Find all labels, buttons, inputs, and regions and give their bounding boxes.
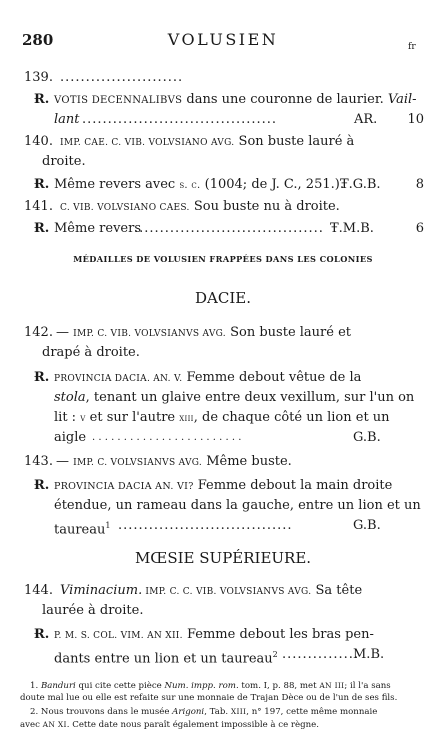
reverse-sc: v xyxy=(80,413,86,424)
running-title: VOLUSIEN xyxy=(167,30,279,49)
entry-141 xyxy=(0,197,446,217)
entry-142-reverse xyxy=(0,368,446,388)
price: 10 xyxy=(407,112,424,127)
obverse-legend: IMP. C. VIB. VOLVSIANVS AVG. xyxy=(73,329,226,339)
reverse-legend: VOTIS DECENNALIBVS xyxy=(54,95,183,106)
entry-number: 140. xyxy=(24,134,53,149)
reverse-text: Femme debout la main droite xyxy=(193,478,393,493)
obverse-text: Son buste lauré à xyxy=(234,134,355,149)
obverse-text-cont: drapé à droite. xyxy=(42,345,140,360)
reverse-symbol: Ɍ. xyxy=(34,92,50,107)
entry-142 xyxy=(0,323,446,343)
footnote-name: Arigoni xyxy=(172,707,205,717)
footnote-text: tom. I, p. 88, met xyxy=(238,681,320,691)
entry-140-cont xyxy=(0,152,446,172)
entry-139-reverse-cont xyxy=(0,110,446,130)
entry-139 xyxy=(0,68,446,88)
leader-dots: ...................................... xyxy=(82,112,278,127)
footnote-text: doute mal lue ou elle est refaite sur une monnaie de Trajan Dèce ou de l'un de ses fils. xyxy=(20,693,398,703)
reverse-text: Même revers avec xyxy=(54,177,180,192)
leader-dots: ............... xyxy=(282,647,359,662)
footnote-sc: XIII xyxy=(230,707,247,716)
reverse-text: et sur l'autre xyxy=(85,410,180,425)
reverse-text: aigle xyxy=(54,430,87,445)
entry-144-reverse-l2 xyxy=(0,645,446,665)
footnote-ref: 1 xyxy=(105,521,111,530)
reverse-legend: PROVINCIA DACIA. AN. V. xyxy=(54,374,183,384)
obverse-legend: C. VIB. VOLVSIANO CAES. xyxy=(60,203,190,213)
entry-number: 141. xyxy=(24,199,53,214)
reverse-italic: stola xyxy=(54,390,86,405)
footnote-text: ; il l'a sans xyxy=(344,681,391,691)
metal: Ŧ.G.B. xyxy=(340,177,381,192)
entry-143-reverse-l2 xyxy=(0,496,446,516)
footnote-sc: AN III xyxy=(319,681,345,690)
price: 8 xyxy=(415,177,424,192)
reverse-source-cont: lant xyxy=(54,112,80,127)
entry-139-reverse xyxy=(0,90,446,110)
entry-144-cont xyxy=(0,601,446,621)
leader-dots: ..................................... xyxy=(134,221,324,236)
entry-143 xyxy=(0,452,446,472)
obverse-text: Sa tête xyxy=(311,583,363,598)
corner-mark: fr xyxy=(408,42,416,52)
reverse-legend: PROVINCIA DACIA AN. VI? xyxy=(54,481,194,492)
reverse-ref: (1004; de J. C., 251.). xyxy=(200,177,344,192)
metal: G.B. xyxy=(353,430,381,445)
footnote-name: Banduri xyxy=(40,681,76,691)
leader-dots: . . . . . . . . . . . . . . . . . . . . . . . . xyxy=(92,432,242,443)
mint-place: Viminacium. xyxy=(60,583,143,598)
reverse-text: dans une couronne de laurier. xyxy=(182,92,388,107)
dash: — xyxy=(56,454,74,469)
entry-140 xyxy=(0,132,446,152)
footnote-number: 1. xyxy=(30,681,39,691)
footnote-text: . Cette date nous paraît également impossible à ce règne. xyxy=(66,720,319,730)
reverse-text: , de chaque côté un lion et un xyxy=(193,410,390,425)
footnote-text: qui cite cette pièce xyxy=(75,681,165,691)
entry-142-reverse-l3 xyxy=(0,408,446,428)
reverse-text: Femme debout vêtue de la xyxy=(182,370,362,385)
footnote-text: , n° 197, cette même monnaie xyxy=(246,707,378,717)
footnote-ref: 2 xyxy=(272,650,278,659)
entry-140-reverse xyxy=(0,175,446,195)
obverse-text: Même buste. xyxy=(202,454,292,469)
reverse-text: dants entre un lion et un taureau xyxy=(54,651,273,667)
reverse-symbol: Ɍ. xyxy=(34,177,50,192)
entry-141-reverse xyxy=(0,219,446,239)
leader-dots: ........................ xyxy=(60,70,184,85)
obverse-text: Son buste lauré et xyxy=(225,325,352,340)
metal: AR. xyxy=(354,112,378,127)
footnote-number: 2. xyxy=(30,707,39,717)
entry-144 xyxy=(0,581,446,601)
reverse-symbol: Ɍ. xyxy=(34,221,50,236)
footnote-text: , Tab. xyxy=(204,707,231,717)
leader-dots: .................................. xyxy=(118,518,293,533)
footnote-sc: AN XI xyxy=(42,720,67,729)
dash: — xyxy=(56,325,74,340)
section-heading: MÉDAILLES DE VOLUSIEN FRAPPÉES DANS LES COLONIES xyxy=(73,254,373,264)
obverse-text-cont: laurée à droite. xyxy=(42,603,144,618)
obverse-text: Sou buste nu à droite. xyxy=(189,199,340,214)
page-number: 280 xyxy=(22,31,54,49)
dacie-heading: DACIE. xyxy=(195,289,251,307)
entry-142-cont xyxy=(0,343,446,363)
reverse-source: Vail- xyxy=(387,92,417,107)
entry-number: 142. xyxy=(24,325,53,340)
reverse-symbol: Ɍ. xyxy=(34,478,50,493)
reverse-text: étendue, un rameau dans la gauche, entre un lion et un xyxy=(54,498,421,513)
metal: Ŧ.M.B. xyxy=(330,221,374,236)
entry-142-reverse-l2 xyxy=(0,388,446,408)
entry-number: 143. xyxy=(24,454,53,469)
reverse-text: Femme debout les bras pen- xyxy=(182,627,374,642)
price: 6 xyxy=(415,221,424,236)
obverse-text-cont: droite. xyxy=(42,154,86,169)
reverse-text: taureau xyxy=(54,522,106,538)
obverse-legend: IMP. CAE. C. VIB. VOLVSIANO AVG. xyxy=(60,138,235,148)
moesie-heading: MŒSIE SUPÉRIEURE. xyxy=(134,549,312,567)
reverse-sc: xiii xyxy=(179,413,194,424)
entry-number: 144. xyxy=(24,583,53,598)
reverse-text: Même revers xyxy=(54,221,141,236)
footnote-title: Num. impp. rom. xyxy=(164,681,239,691)
obverse-legend: IMP. C. C. VIB. VOLVSIANVS AVG. xyxy=(142,587,312,597)
metal: M.B. xyxy=(353,647,385,662)
entry-143-reverse xyxy=(0,476,446,496)
reverse-legend: P. M. S. COL. VIM. AN XII. xyxy=(54,631,183,641)
entry-142-reverse-l4 xyxy=(0,428,446,448)
reverse-sc: s. c. xyxy=(179,180,201,191)
footnote-text: Nous trouvons dans le musée xyxy=(38,707,173,717)
obverse-legend: IMP. C. VOLVSIANVS AVG. xyxy=(73,458,203,468)
metal: G.B. xyxy=(353,518,381,533)
footnote-text: avec xyxy=(20,720,43,730)
reverse-symbol: Ɍ. xyxy=(34,370,50,385)
entry-number: 139. xyxy=(24,70,53,85)
reverse-symbol: Ɍ. xyxy=(34,627,50,642)
entry-143-reverse-l3 xyxy=(0,516,446,536)
reverse-text: , tenant un glaive entre deux vexillum, sur l'un on xyxy=(85,390,415,405)
entry-144-reverse xyxy=(0,625,446,645)
reverse-text: lit : xyxy=(54,410,81,425)
